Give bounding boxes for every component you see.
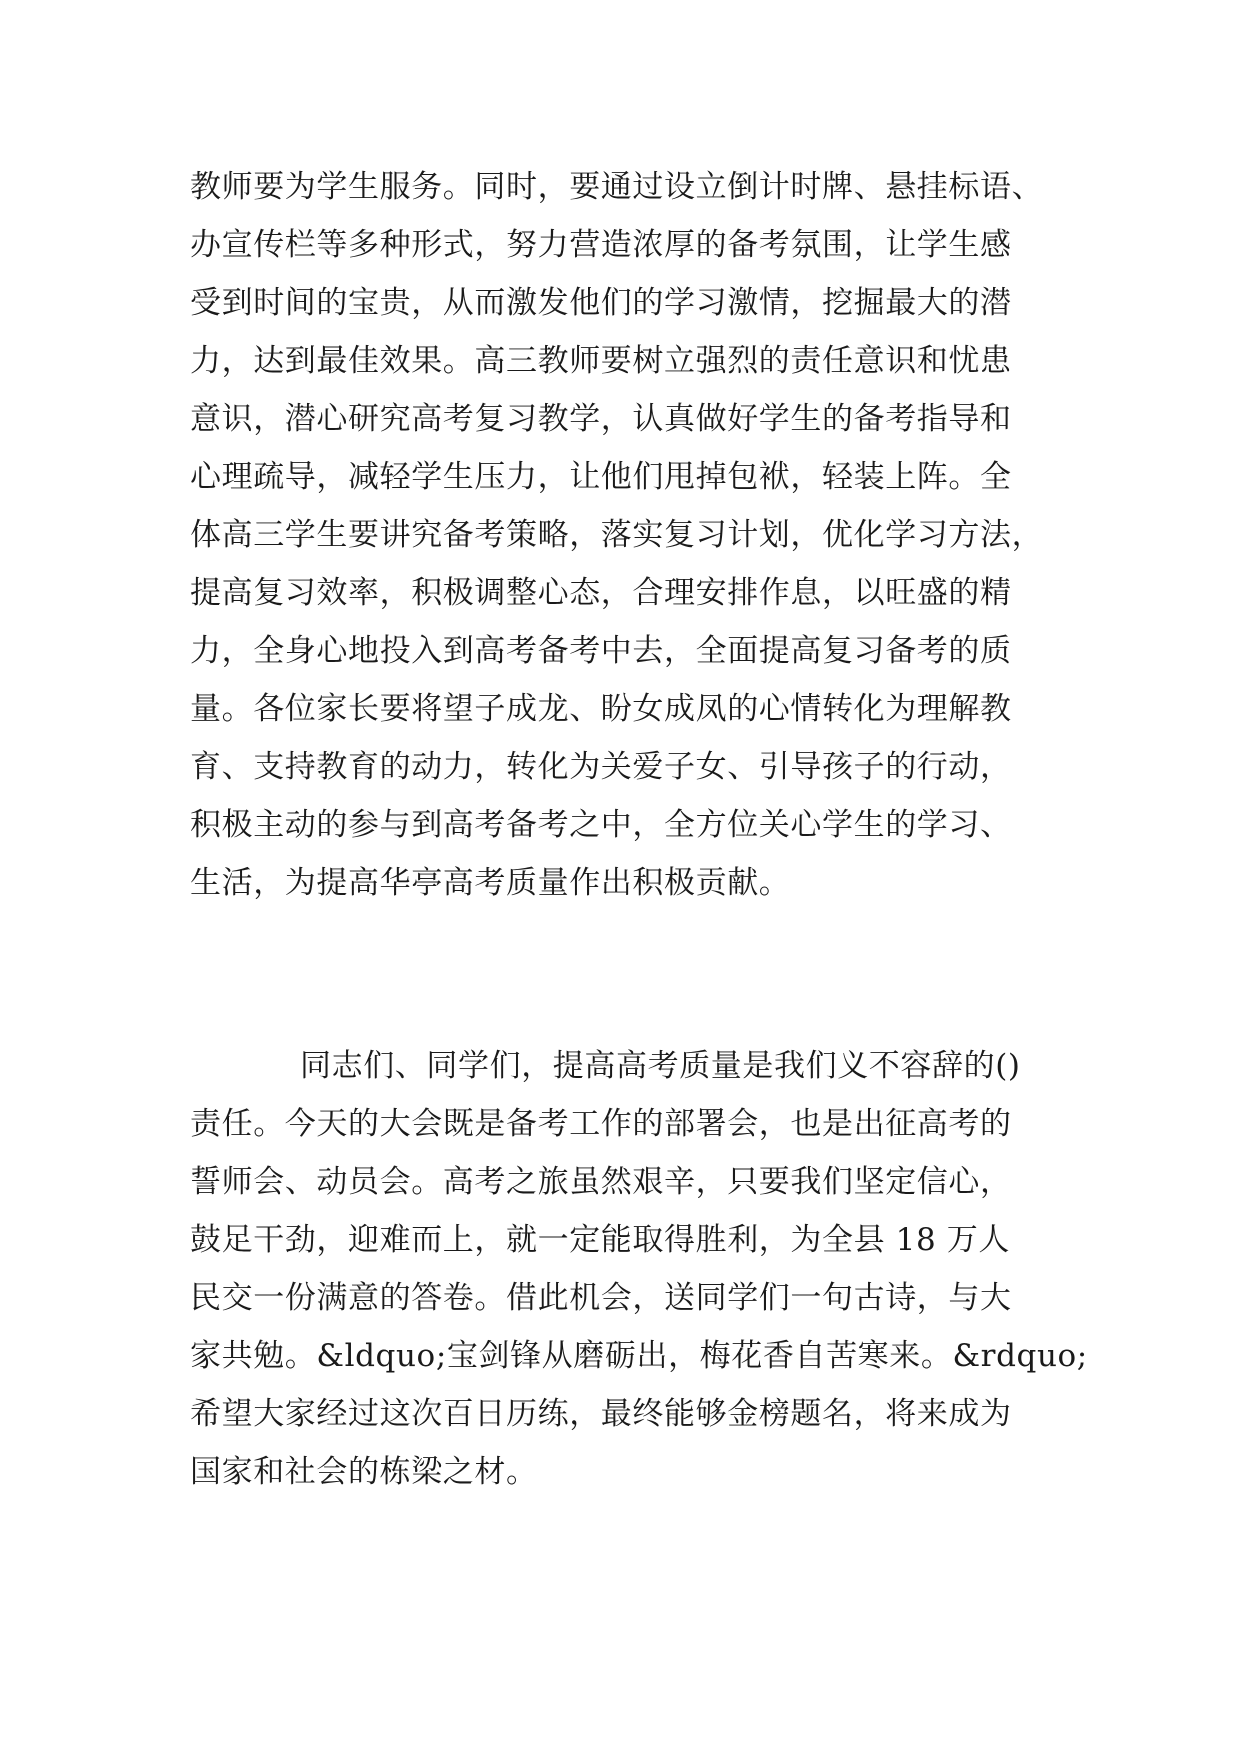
text-line: 责任。今天的大会既是备考工作的部署会，也是出征高考的 (190, 1106, 1012, 1142)
text-line: 鼓足干劲，迎难而上，就一定能取得胜利，为全县 18 万人 (190, 1222, 1010, 1258)
text-line: 办宣传栏等多种形式，努力营造浓厚的备考氛围，让学生感 (190, 227, 1012, 263)
text-line: 教师要为学生服务。同时，要通过设立倒计时牌、悬挂标语、 (190, 169, 1044, 205)
text-line: 积极主动的参与到高考备考之中，全方位关心学生的学习、 (190, 807, 1012, 843)
text-line: 希望大家经过这次百日历练，最终能够金榜题名，将来成为 (190, 1396, 1012, 1432)
text-line: 同志们、同学们，提高高考质量是我们义不容辞的() (300, 1048, 1021, 1084)
text-line: 家共勉。&ldquo;宝剑锋从磨砺出，梅花香自苦寒来。&rdquo; (190, 1338, 1088, 1374)
text-line: 育、支持教育的动力，转化为关爱子女、引导孩子的行动， (190, 749, 1012, 785)
text-line: 心理疏导，减轻学生压力，让他们甩掉包袱，轻装上阵。全 (190, 459, 1012, 495)
text-line: 受到时间的宝贵，从而激发他们的学习激情，挖掘最大的潜 (190, 285, 1012, 321)
text-line: 民交一份满意的答卷。借此机会，送同学们一句古诗，与大 (190, 1280, 1012, 1316)
text-line: 生活，为提高华亭高考质量作出积极贡献。 (190, 865, 791, 901)
text-line: 国家和社会的栋梁之材。 (190, 1454, 538, 1490)
text-line: 意识，潜心研究高考复习教学，认真做好学生的备考指导和 (190, 401, 1012, 437)
paragraph-1 (190, 158, 1070, 912)
paragraph-2 (190, 1037, 1088, 1501)
text-line: 量。各位家长要将望子成龙、盼女成凤的心情转化为理解教 (190, 691, 1012, 727)
text-line: 力，全身心地投入到高考备考中去，全面提高复习备考的质 (190, 633, 1012, 669)
text-line: 力，达到最佳效果。高三教师要树立强烈的责任意识和忧患 (190, 343, 1012, 379)
text-line: 体高三学生要讲究备考策略，落实复习计划，优化学习方法， (190, 517, 1044, 553)
text-line: 提高复习效率，积极调整心态，合理安排作息，以旺盛的精 (190, 575, 1012, 611)
text-line: 誓师会、动员会。高考之旅虽然艰辛，只要我们坚定信心， (190, 1164, 1012, 1200)
